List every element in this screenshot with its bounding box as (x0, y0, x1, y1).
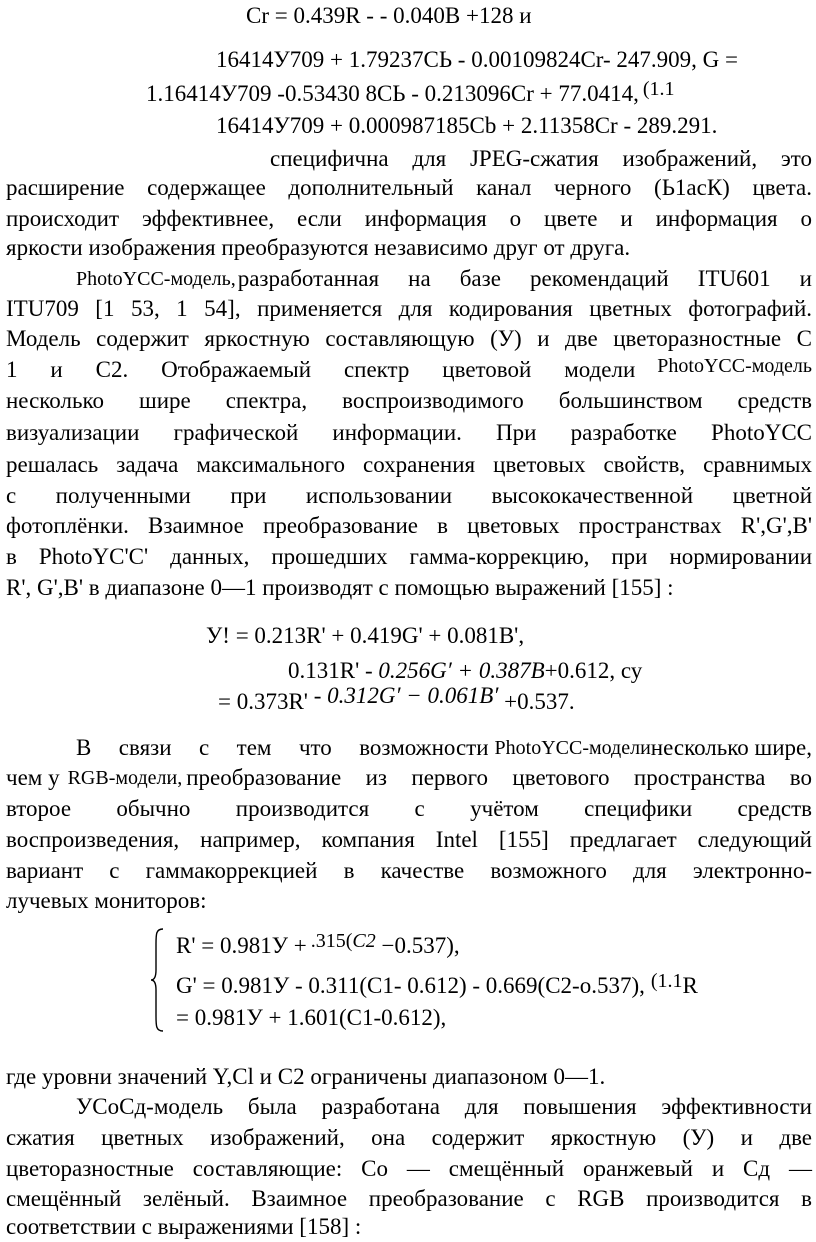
paragraph-line: визуализации графической информации. При разработке PhotoYCC (6, 420, 812, 445)
paragraph-line: Модель содержит яркостную составляющую (У) и две цветоразностные С (6, 326, 812, 351)
paragraph-line (6, 356, 812, 384)
paragraph-line: сжатия цветных изображений, она содержит яркостную (У) и две (6, 1125, 812, 1150)
system-line-g (176, 972, 698, 1001)
paragraph-text: В связи с тем что возможности (76, 735, 489, 760)
system-line-b: = 0.981У + 1.601(С1-0.612), (176, 1005, 447, 1030)
formula-part: R (682, 973, 698, 998)
paragraph-line (76, 265, 812, 293)
equation-number: (1.1 (642, 78, 675, 100)
model-term: RGB-модели, (67, 767, 183, 789)
formula-part: - 0.256G′ + 0.387B (359, 658, 545, 683)
paragraph-line: цветоразностные составляющие: Со — смещённый оранжевый и Сд — (6, 1156, 812, 1181)
formula-part: - 0.312G′ − 0.061B′ (307, 683, 499, 708)
paragraph-line: R', G',B' в диапазоне 0—1 производят с помощью выражений [155] : (6, 575, 674, 600)
left-brace-icon (150, 928, 164, 1032)
formula-part: 0.131R' (288, 658, 360, 683)
paragraph-text: несколько шире, (650, 735, 812, 760)
formula-part: −0.537), (375, 933, 460, 958)
paragraph-line: второе обычно производится с учётом специфики средств (6, 796, 812, 821)
formula-y: У! = 0.213R' + 0.419G' + 0.081B', (206, 623, 525, 648)
paragraph-line: несколько шире спектра, воспроизводимого большинством средств (6, 388, 812, 413)
model-term: PhotoYCC-модель, (76, 268, 236, 290)
paragraph-line: соответствии с выражениями [158] : (6, 1214, 362, 1239)
formula-c1 (288, 657, 642, 685)
paragraph-line: где уровни значений Y,Cl и С2 ограничены диапазоном 0—1. (6, 1064, 606, 1089)
paragraph-line: лучевых мониторов: (6, 888, 207, 913)
paragraph-line: воспроизведения, например, компания Intel [155] предлагает следующий (6, 827, 812, 852)
formula-part: = 0.373R' (218, 689, 308, 714)
formula-part: +0.612, су (544, 658, 643, 683)
formula-part: .315( (310, 930, 353, 952)
paragraph-text: преобразование из первого цветового пространства во (186, 765, 812, 790)
formula-part: C2 (352, 930, 376, 952)
paragraph-text: чем у (6, 765, 60, 790)
paragraph-line (6, 764, 812, 792)
paragraph-text: разработанная на базе рекомендаций ITU601 и (237, 266, 812, 291)
paragraph-line: специфична для JPEG-сжатия изображений, это (270, 146, 812, 171)
model-term: PhotoYCC-модель (657, 355, 812, 377)
paragraph-line: с полученными при использовании высококачественной цветной (6, 483, 812, 508)
formula-part: R' = 0.981У + (176, 933, 307, 958)
formula-r: 16414У709 + 1.79237СЬ - 0.00109824Cr- 247.909, G = (216, 47, 738, 72)
paragraph-line (76, 734, 812, 762)
equation-number: (1.1 (650, 970, 683, 992)
model-term: PhotoYCC-модели (494, 737, 651, 759)
formula-c2 (218, 683, 575, 716)
paragraph-line: фотоплёнки. Взаимное преобразование в цветовых пространствах R',G',B' (6, 513, 812, 538)
paragraph-line: вариант с гаммакоррекцией в качестве возможного для электронно- (6, 858, 812, 883)
formula-g-body: 1.16414У709 -0.53430 8СЬ - 0.213096Cr + 77.0414, (146, 81, 639, 106)
paragraph-text: 1 и С2. Отображаемый спектр цветовой модели (6, 357, 636, 382)
formula-g (146, 80, 675, 109)
formula-cr: Cr = 0.439R - - 0.040B +128 и (246, 3, 532, 28)
formula-part: +0.537. (498, 689, 575, 714)
formula-b: 16414У709 + 0.000987185Cb + 2.11358Cr - 289.291. (216, 113, 718, 138)
paragraph-line: яркости изображения преобразуются независимо друг от друга. (6, 235, 631, 260)
paragraph-line: ITU709 [1 53, 1 54], применяется для кодирования цветных фотографий. (6, 296, 812, 321)
paragraph-line: происходит эффективнее, если информация о цвете и информация о (6, 206, 812, 231)
formula-part: G' = 0.981У - 0.311(С1- 0.612) - 0.669(С2-о.537), (176, 973, 645, 998)
paragraph-line: смещённый зелёный. Взаимное преобразование с RGB производится в (6, 1186, 812, 1211)
system-line-r (176, 932, 460, 961)
paragraph-line: расширение содержащее дополнительный канал черного (Ь1асК) цвета. (6, 175, 812, 200)
paragraph-line: УСоСд-модель была разработана для повышения эффективности (76, 1094, 812, 1119)
paragraph-line: в PhotoYC'C' данных, прошедших гамма-коррекцию, при нормировании (6, 544, 812, 569)
paragraph-line: решалась задача максимального сохранения цветовых свойств, сравнимых (6, 452, 812, 477)
